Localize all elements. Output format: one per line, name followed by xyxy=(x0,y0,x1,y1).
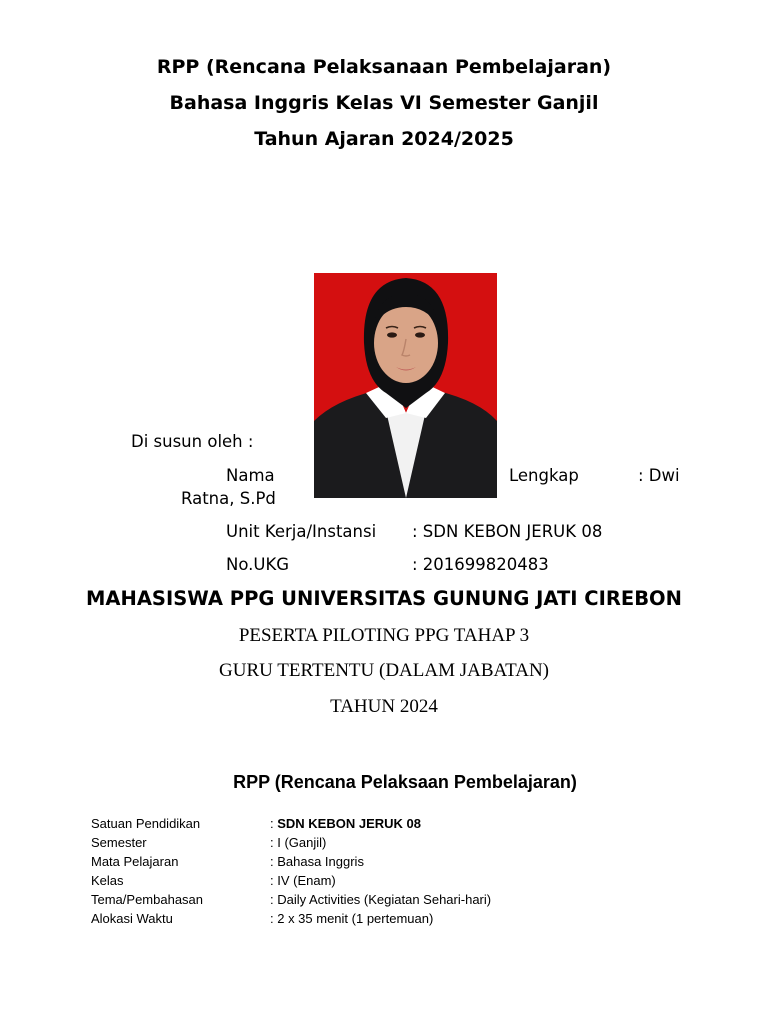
name-value-start: : Dwi xyxy=(638,466,680,485)
info-label-kelas: Kelas xyxy=(91,873,124,888)
info-value-alokasi: : 2 x 35 menit (1 pertemuan) xyxy=(270,911,434,926)
info-label-mapel: Mata Pelajaran xyxy=(91,854,179,869)
document-title-line-2: Bahasa Inggris Kelas VI Semester Ganjil xyxy=(169,92,599,114)
info-value-satuan xyxy=(270,816,421,831)
unit-value: : SDN KEBON JERUK 08 xyxy=(412,522,603,541)
portrait-image xyxy=(314,273,497,498)
document-title-line-1: RPP (Rencana Pelaksanaan Pembelajaran) xyxy=(156,56,612,78)
author-photo xyxy=(314,273,497,498)
program-line-1: PESERTA PILOTING PPG TAHAP 3 xyxy=(238,625,530,646)
info-value-satuan-text: SDN KEBON JERUK 08 xyxy=(277,816,421,831)
name-label-part-1: Nama xyxy=(226,466,275,485)
unit-label: Unit Kerja/Instansi xyxy=(226,522,377,541)
program-line-3: TAHUN 2024 xyxy=(330,696,438,717)
info-value-tema: : Daily Activities (Kegiatan Sehari-hari) xyxy=(270,892,492,907)
compiled-by-label: Di susun oleh : xyxy=(131,432,254,451)
rpp-section-title: RPP (Rencana Pelaksaan Pembelajaran) xyxy=(233,772,577,792)
program-line-2: GURU TERTENTU (DALAM JABATAN) xyxy=(219,660,549,681)
info-label-tema: Tema/Pembahasan xyxy=(91,892,204,907)
name-label-part-2: Lengkap xyxy=(509,466,579,485)
info-value-semester: : I (Ganjil) xyxy=(270,835,327,850)
name-value-end: Ratna, S.Pd xyxy=(181,489,276,508)
info-label-alokasi: Alokasi Waktu xyxy=(91,911,173,926)
ukg-value: : 201699820483 xyxy=(412,555,549,574)
info-label-semester: Semester xyxy=(91,835,147,850)
university-heading: MAHASISWA PPG UNIVERSITAS GUNUNG JATI CIREBON xyxy=(86,587,682,610)
document-title-line-3: Tahun Ajaran 2024/2025 xyxy=(254,128,514,150)
info-colon: : xyxy=(270,816,278,831)
info-value-mapel: : Bahasa Inggris xyxy=(270,854,364,869)
info-label-satuan: Satuan Pendidikan xyxy=(91,816,201,831)
ukg-label: No.UKG xyxy=(226,555,290,574)
info-value-kelas: : IV (Enam) xyxy=(270,873,336,888)
